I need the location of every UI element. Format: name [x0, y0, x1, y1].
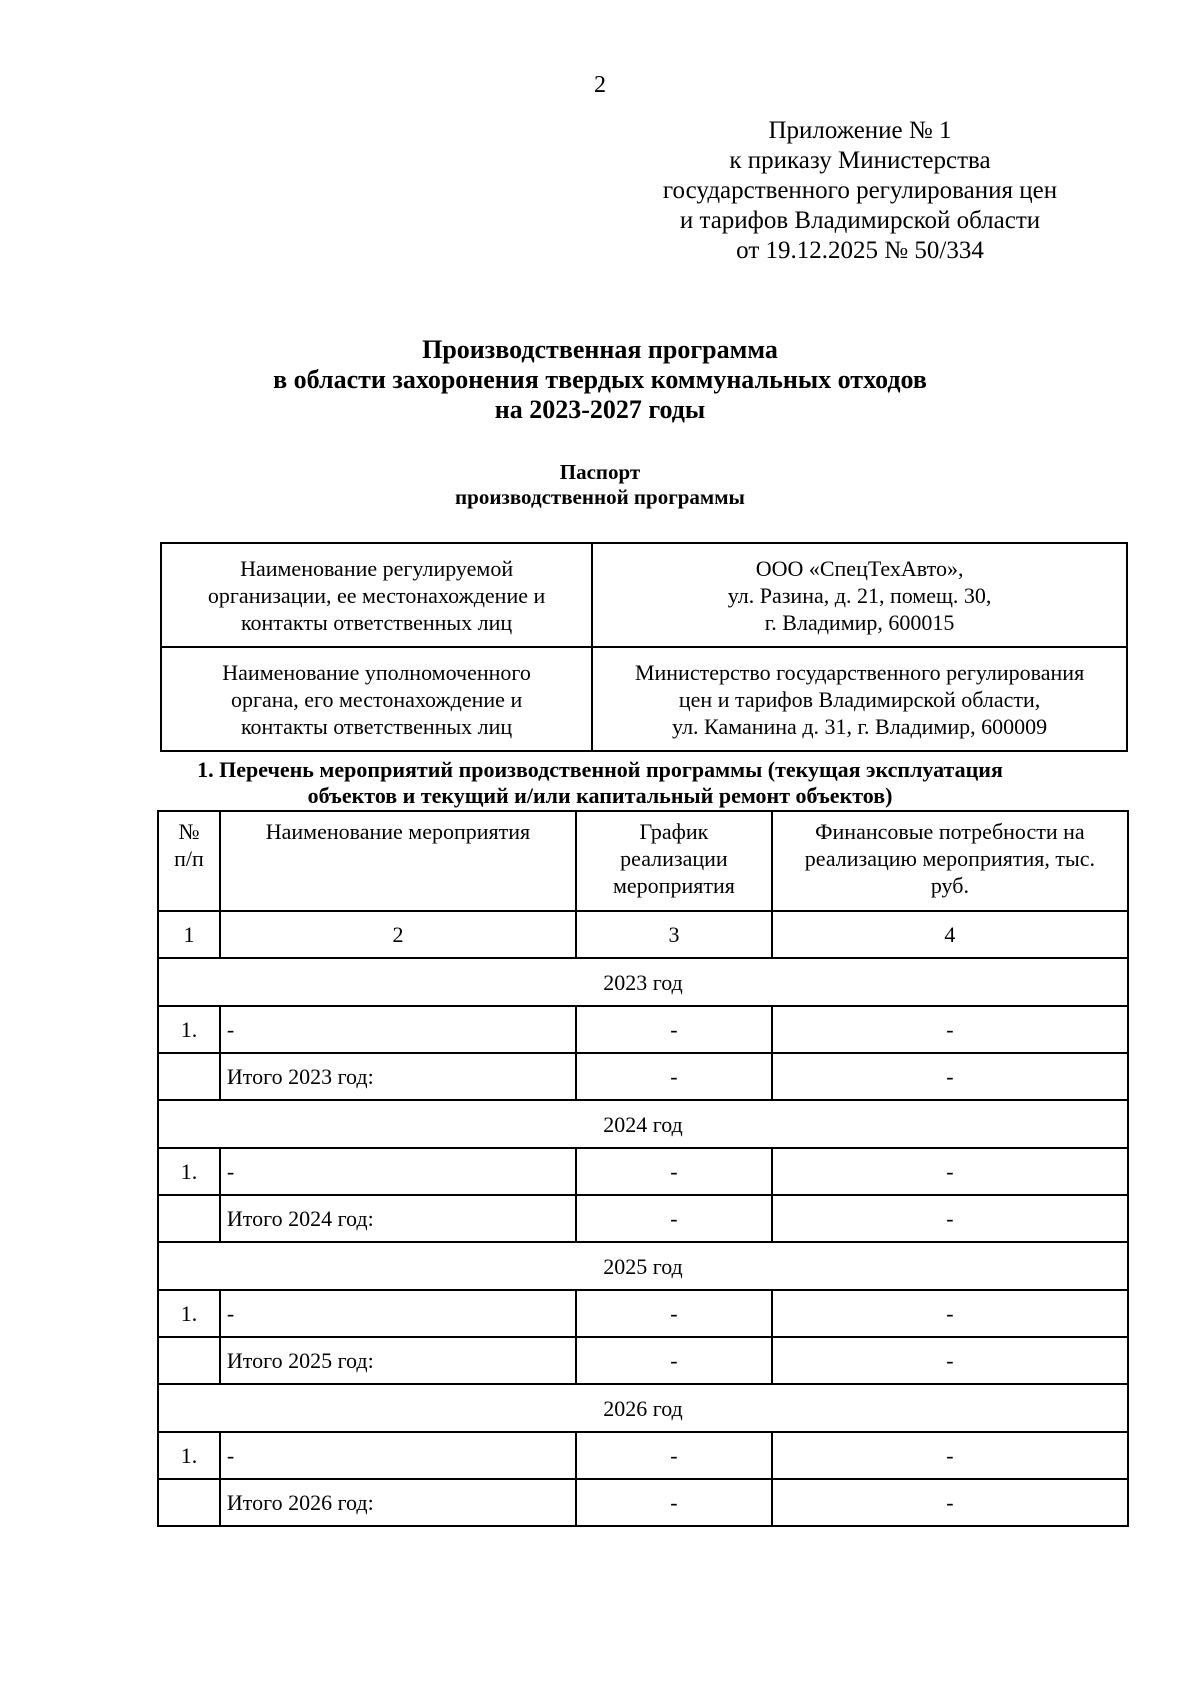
row-schedule: -	[576, 1432, 772, 1479]
title-line: на 2023-2027 годы	[494, 395, 706, 424]
cell-line: Министерство государственного регулирования	[634, 659, 1085, 685]
total-label: Итого 2023 год:	[220, 1053, 576, 1100]
header-line: мероприятия	[613, 873, 735, 898]
cell-line: г. Владимир, 600015	[764, 609, 955, 635]
appendix-line: государственного регулирования цен	[662, 177, 1058, 204]
passport-title-line: Паспорт	[559, 460, 641, 484]
page-number: 2	[594, 72, 606, 98]
total-finance: -	[772, 1053, 1128, 1100]
table-header-row	[158, 811, 1128, 911]
passport-title	[0, 460, 1200, 510]
row-number: 1.	[158, 1290, 220, 1337]
column-number: 4	[772, 911, 1128, 958]
passport-row	[161, 543, 1127, 647]
total-row	[158, 1053, 1128, 1100]
appendix-line: Приложение № 1	[768, 117, 952, 144]
header-line: реализации	[620, 846, 728, 871]
row-finance: -	[772, 1148, 1128, 1195]
year-label: 2025 год	[158, 1242, 1128, 1290]
row-number: 1.	[158, 1006, 220, 1053]
total-number-empty	[158, 1195, 220, 1242]
column-number-row	[158, 911, 1128, 958]
cell-line: контакты ответственных лиц	[240, 713, 513, 739]
cell-line: Наименование уполномоченного	[222, 659, 531, 685]
table-row	[158, 1148, 1128, 1195]
cell-line: организации, ее местонахождение и	[207, 582, 546, 608]
column-number: 2	[220, 911, 576, 958]
total-row	[158, 1195, 1128, 1242]
column-number: 1	[158, 911, 220, 958]
total-finance: -	[772, 1479, 1128, 1526]
year-row	[158, 1100, 1128, 1148]
appendix-block	[640, 116, 1080, 266]
total-finance: -	[772, 1195, 1128, 1242]
header-line: №	[178, 819, 200, 844]
passport-table	[160, 542, 1128, 752]
cell-line: органа, его местонахождение и	[230, 686, 523, 712]
table-row	[158, 1290, 1128, 1337]
cell-line: ООО «СпецТехАвто»,	[755, 555, 964, 581]
cell-line: ул. Каманина д. 31, г. Владимир, 600009	[672, 713, 1048, 739]
year-row	[158, 958, 1128, 1006]
row-schedule: -	[576, 1290, 772, 1337]
cell-line: контакты ответственных лиц	[240, 609, 513, 635]
year-label: 2024 год	[158, 1100, 1128, 1148]
section-1-title	[0, 757, 1200, 809]
header-line: Финансовые потребности на	[815, 819, 1085, 844]
passport-value-cell	[592, 543, 1127, 647]
year-label: 2023 год	[158, 958, 1128, 1006]
total-number-empty	[158, 1479, 220, 1526]
row-finance: -	[772, 1432, 1128, 1479]
header-line: руб.	[930, 873, 969, 898]
passport-row	[161, 647, 1127, 751]
column-number: 3	[576, 911, 772, 958]
title-line: в области захоронения твердых коммунальных отходов	[273, 365, 927, 394]
document-title	[0, 335, 1200, 425]
table-row	[158, 1432, 1128, 1479]
header-line: п/п	[174, 846, 204, 871]
year-row	[158, 1384, 1128, 1432]
header-line: График	[639, 819, 709, 844]
header-finance	[772, 811, 1128, 911]
header-event-name	[220, 811, 576, 911]
row-event-name: -	[220, 1432, 576, 1479]
passport-title-line: производственной программы	[455, 485, 745, 509]
total-row	[158, 1337, 1128, 1384]
title-line: Производственная программа	[422, 335, 778, 364]
year-row	[158, 1242, 1128, 1290]
appendix-line: к приказу Министерства	[729, 147, 991, 174]
passport-value-cell	[592, 647, 1127, 751]
total-schedule: -	[576, 1337, 772, 1384]
total-row	[158, 1479, 1128, 1526]
appendix-line: и тарифов Владимирской области	[679, 207, 1041, 234]
row-schedule: -	[576, 1148, 772, 1195]
row-schedule: -	[576, 1006, 772, 1053]
row-number: 1.	[158, 1148, 220, 1195]
row-event-name: -	[220, 1148, 576, 1195]
section-title-line: 1. Перечень мероприятий производственной программы (текущая эксплуатация	[197, 757, 1003, 782]
row-event-name: -	[220, 1006, 576, 1053]
header-line: реализацию мероприятия, тыс.	[804, 846, 1095, 871]
passport-label-cell	[161, 543, 592, 647]
row-event-name: -	[220, 1290, 576, 1337]
total-schedule: -	[576, 1195, 772, 1242]
header-line: Наименование мероприятия	[265, 819, 531, 844]
table-row	[158, 1006, 1128, 1053]
row-number: 1.	[158, 1432, 220, 1479]
row-finance: -	[772, 1006, 1128, 1053]
events-table	[157, 810, 1129, 1527]
year-label: 2026 год	[158, 1384, 1128, 1432]
total-schedule: -	[576, 1479, 772, 1526]
cell-line: цен и тарифов Владимирской области,	[678, 686, 1041, 712]
total-number-empty	[158, 1053, 220, 1100]
passport-label-cell	[161, 647, 592, 751]
section-title-line: объектов и текущий и/или капитальный ремонт объектов)	[307, 783, 893, 808]
header-number	[158, 811, 220, 911]
total-schedule: -	[576, 1053, 772, 1100]
total-number-empty	[158, 1337, 220, 1384]
header-schedule	[576, 811, 772, 911]
total-label: Итого 2025 год:	[220, 1337, 576, 1384]
total-label: Итого 2024 год:	[220, 1195, 576, 1242]
cell-line: ул. Разина, д. 21, помещ. 30,	[727, 582, 992, 608]
appendix-line: от 19.12.2025 № 50/334	[736, 237, 984, 264]
row-finance: -	[772, 1290, 1128, 1337]
total-finance: -	[772, 1337, 1128, 1384]
cell-line: Наименование регулируемой	[240, 555, 514, 581]
total-label: Итого 2026 год:	[220, 1479, 576, 1526]
